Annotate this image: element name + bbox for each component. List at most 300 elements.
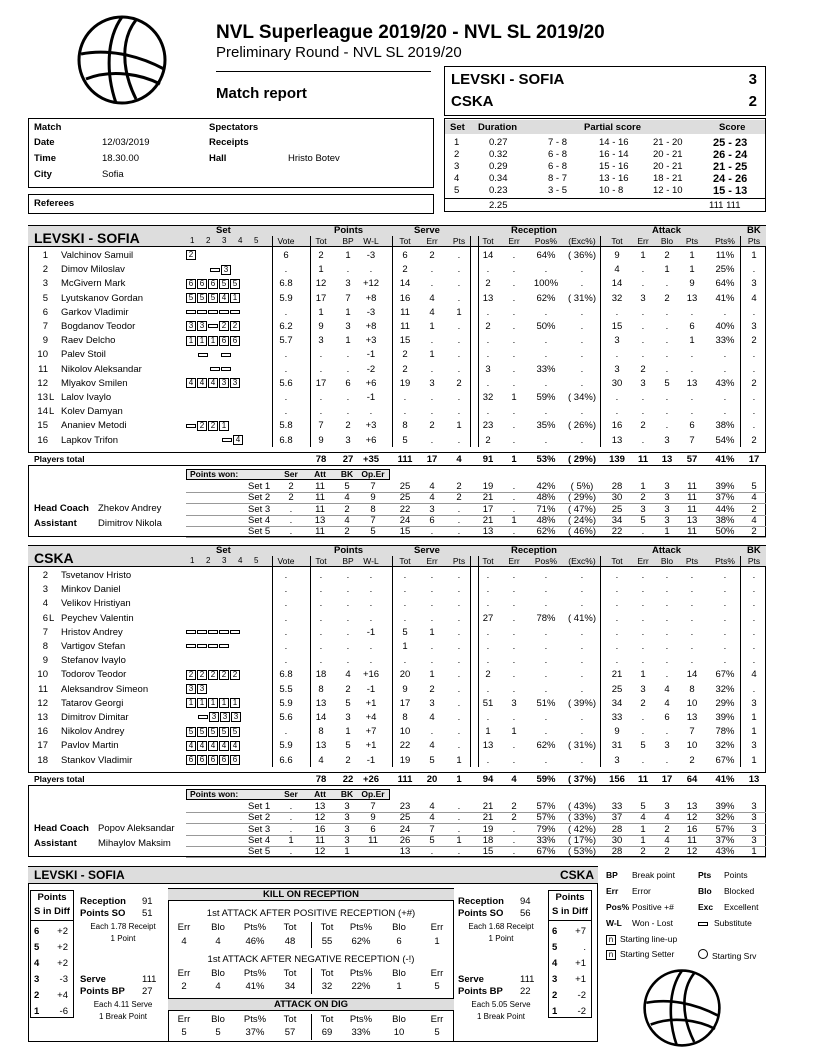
col-sub-header: Pts	[685, 556, 699, 566]
player-stat: 14	[315, 712, 327, 723]
player-stat: .	[457, 392, 461, 403]
player-stat: 5.6	[279, 377, 293, 389]
starting-position: 5	[230, 727, 240, 737]
starting-position: 6	[208, 279, 218, 289]
player-sets	[186, 250, 245, 261]
player-stat: .	[457, 349, 461, 361]
player-stat: .	[544, 335, 548, 347]
player-name: Bogdanov Teodor	[61, 321, 136, 332]
player-stat: .	[430, 278, 434, 290]
substitute-icon	[698, 922, 708, 926]
player-stat: +3	[365, 420, 377, 432]
player-stat: 3	[751, 278, 757, 290]
player-stat: .	[319, 406, 323, 418]
set-stat: 2	[664, 823, 670, 835]
player-stat: 67%	[715, 754, 735, 766]
set-row-label: Set 1	[248, 800, 271, 812]
set-stat: 4	[429, 492, 435, 504]
legend-key: Pts	[698, 870, 712, 880]
set-stat: .	[512, 480, 516, 492]
col-sub-header: Tot	[482, 236, 494, 246]
player-stat: .	[319, 570, 323, 581]
player-stat: 78%	[536, 612, 556, 624]
set-points-won: 7	[370, 480, 376, 492]
set-stat: 3	[640, 503, 646, 515]
player-stat: 4	[429, 740, 435, 752]
player-stat: .	[457, 264, 461, 276]
starting-position: 2	[230, 321, 240, 331]
player-stat: 6	[689, 321, 695, 332]
col-sub-header: Tot	[399, 556, 411, 566]
player-stat: .	[512, 683, 516, 695]
player-stat: 25%	[715, 264, 735, 276]
legend-text: Blocked	[724, 886, 755, 896]
player-stat: 27	[482, 612, 494, 624]
set-stat: 19	[482, 480, 494, 492]
player-number: 11	[38, 683, 48, 695]
starting-position: 4	[230, 741, 240, 751]
set-row-cell: 13 - 16	[599, 173, 629, 184]
player-sets	[186, 307, 241, 318]
set-stat: 21	[482, 812, 494, 824]
player-stat: 3	[345, 278, 351, 290]
player-stat: .	[430, 264, 434, 276]
starting-position: 3	[197, 684, 207, 694]
player-name: Ananiev Metodi	[61, 420, 127, 432]
set-stat: 62%	[536, 526, 556, 538]
player-stat: 2	[664, 250, 670, 261]
kill-value: 5	[215, 1027, 221, 1038]
player-sets	[186, 655, 246, 666]
sets-header-duration: Duration	[478, 122, 518, 133]
player-stat: 13	[686, 377, 698, 389]
kill-header: Blo	[211, 968, 225, 979]
total-stat: 59%	[536, 773, 556, 785]
player-stat: .	[346, 641, 350, 652]
player-stat: 6.8	[279, 278, 293, 290]
set-stat: 15	[399, 526, 411, 538]
points-won-header: Points won:	[190, 788, 239, 799]
set-stat: 12	[686, 846, 698, 858]
starting-position: 6	[186, 755, 196, 765]
kill-header: Blo	[392, 1014, 406, 1025]
substitute-mark	[197, 630, 207, 634]
substitute-mark	[186, 424, 196, 428]
set-stat: 3	[751, 800, 757, 812]
player-stat: .	[641, 306, 645, 318]
player-stat: .	[457, 669, 461, 681]
total-stat: 4	[456, 453, 462, 465]
player-stat: .	[430, 434, 434, 446]
player-stat: .	[457, 683, 461, 695]
player-stat: 5	[402, 626, 408, 638]
player-stat: 9	[614, 250, 620, 261]
substitute-mark	[219, 644, 229, 648]
starting-position: 4	[186, 741, 196, 751]
dig-title: ATTACK ON DIG	[273, 999, 349, 1010]
legend-key: Pos%	[606, 902, 630, 912]
serve-label: Serve	[458, 974, 484, 985]
starting-position: 4	[208, 741, 218, 751]
player-stat: .	[690, 584, 694, 596]
date-label: Date	[34, 137, 55, 148]
player-stat: +6	[365, 434, 377, 446]
player-stat: 59%	[536, 392, 556, 403]
player-stat: 19	[399, 377, 411, 389]
set-stat: 50%	[715, 526, 735, 538]
player-stat: .	[580, 641, 584, 652]
kill-value: 1	[434, 936, 440, 947]
player-stat: .	[457, 712, 461, 723]
starting-serve-icon	[698, 949, 708, 959]
player-stat: .	[641, 278, 645, 290]
player-sets	[186, 321, 241, 332]
player-stat: .	[512, 598, 516, 610]
player-name: Aleksandrov Simeon	[61, 683, 149, 695]
player-number: 6	[42, 306, 48, 318]
player-stat: .	[615, 641, 619, 652]
kill-header: Pts%	[349, 1014, 373, 1025]
player-stat: 6	[345, 377, 351, 389]
total-stat: 17	[748, 453, 760, 465]
player-stat: .	[665, 306, 669, 318]
player-stat: .	[284, 655, 288, 667]
player-stat: 32%	[715, 740, 735, 752]
set-stat: 5	[751, 480, 757, 492]
set-stat: 48%	[536, 492, 556, 504]
player-stat: .	[430, 584, 434, 596]
player-stat: 2	[402, 264, 408, 276]
player-stat: +7	[365, 726, 377, 738]
set-mark: 2	[206, 556, 211, 565]
player-stat: .	[580, 377, 584, 389]
player-stat: .	[430, 363, 434, 375]
set-stat: .	[512, 846, 516, 858]
set-row-cell: 25 - 23	[713, 137, 748, 149]
player-stat: .	[430, 641, 434, 652]
set-stat: 4	[429, 800, 435, 812]
player-stat: 14	[399, 278, 411, 290]
set-stat: .	[457, 503, 461, 515]
set-stat: 3	[664, 480, 670, 492]
player-stat: .	[752, 306, 756, 318]
rotation-number: 6	[34, 926, 40, 937]
set-row-cell: 10 - 8	[599, 185, 624, 196]
set-stat: 3	[664, 503, 670, 515]
set-mark: 3	[222, 556, 227, 565]
player-stat: .	[544, 669, 548, 681]
serve-value: 111	[520, 974, 535, 985]
serve-value: 111	[142, 974, 157, 985]
set-points-won: 12	[314, 846, 326, 858]
player-stat: .	[665, 612, 669, 624]
set-stat: 5	[640, 515, 646, 526]
player-sets	[186, 740, 241, 751]
player-name: Kolev Damyan	[61, 406, 123, 418]
player-stat: .	[665, 584, 669, 596]
set-points-won: 5	[370, 526, 376, 538]
kill-value: 57	[284, 1027, 296, 1038]
set-stat: 2	[664, 846, 670, 858]
player-stat: 10	[399, 726, 411, 738]
starting-position: 1	[230, 698, 240, 708]
player-stat: 6	[402, 250, 408, 261]
player-stat: -1	[366, 683, 376, 695]
total-score: 111 111	[709, 200, 741, 211]
player-stat: 13	[315, 740, 327, 752]
starting-position: 1	[208, 336, 218, 346]
player-stat: .	[723, 349, 727, 361]
player-stat: .	[512, 626, 516, 638]
player-stat: 3	[511, 697, 517, 709]
city-label: City	[34, 169, 52, 180]
player-stat: .	[430, 655, 434, 667]
each-serve: Each 5.05 Serve	[471, 1000, 531, 1009]
player-stat: .	[486, 683, 490, 695]
starting-position: 3	[209, 712, 219, 722]
set-points-won: .	[289, 526, 293, 538]
rotation-diff: -6	[59, 1006, 68, 1017]
set-stat: 1	[640, 823, 646, 835]
set-stat: 12	[686, 812, 698, 824]
set-stat: 4	[640, 812, 646, 824]
player-stat: .	[641, 726, 645, 738]
player-stat: 51	[482, 697, 494, 709]
player-stat: .	[752, 570, 756, 581]
starting-position: 2	[219, 321, 229, 331]
kill-header: Tot	[320, 1014, 334, 1025]
player-stat: .	[512, 754, 516, 766]
set-stat: .	[457, 812, 461, 824]
player-stat: +12	[362, 278, 380, 290]
points-won-header: Att	[314, 468, 326, 479]
player-stat: 11%	[715, 250, 735, 261]
player-stat: .	[752, 626, 756, 638]
sets-header-set: Set	[450, 122, 465, 133]
player-stat: .	[457, 641, 461, 652]
rotation-number: 5	[552, 942, 558, 953]
points-label: Points	[555, 892, 585, 903]
player-stat: .	[457, 584, 461, 596]
player-stat: 13	[482, 740, 494, 752]
player-stat: 33%	[536, 363, 556, 375]
player-stat: .	[665, 349, 669, 361]
player-stat: .	[665, 626, 669, 638]
player-sets	[186, 335, 241, 346]
player-stat: .	[284, 570, 288, 581]
player-stat: .	[457, 655, 461, 667]
player-stat: .	[486, 584, 490, 596]
player-number: 10	[37, 349, 48, 361]
col-sub-header: Tot	[611, 556, 623, 566]
set-stat: .	[457, 800, 461, 812]
referees-box	[28, 194, 434, 214]
starting-position: 4	[197, 378, 207, 388]
player-stat: 3	[614, 335, 620, 347]
kill-value: 69	[321, 1027, 333, 1038]
set-row-cell: 0.27	[489, 137, 508, 148]
player-stat: 8	[318, 726, 324, 738]
player-stat: 1	[456, 306, 462, 318]
one-break-point: 1 Break Point	[476, 1012, 526, 1021]
player-stat: 5	[429, 754, 435, 766]
total-stat: 41%	[715, 773, 735, 785]
player-number: 6	[42, 612, 48, 624]
player-stat: 8	[402, 420, 408, 432]
player-stat: .	[319, 363, 323, 375]
col-sub-header: (Exc%)	[568, 236, 596, 246]
starting-position: 1	[219, 421, 229, 431]
player-stat: .	[641, 321, 645, 332]
player-stat: .	[512, 712, 516, 723]
set-stat: 79%	[536, 823, 556, 835]
away-sets-won: 2	[748, 93, 757, 110]
rotation-diff: +2	[57, 958, 68, 969]
player-stat: .	[512, 420, 516, 432]
set-stat: 32%	[715, 812, 735, 824]
kill-value: 4	[215, 981, 221, 992]
player-stat: 10	[686, 740, 698, 752]
player-stat: 30	[611, 377, 623, 389]
player-stat: .	[430, 335, 434, 347]
set-stat: 13	[482, 526, 494, 538]
starting-position: 6	[208, 755, 218, 765]
set-row-cell: 0.29	[489, 161, 508, 172]
points-won-header: BK	[340, 468, 354, 479]
legend-item	[606, 902, 674, 912]
starting-position: 2	[186, 670, 196, 680]
player-stat: 1	[751, 726, 757, 738]
serve-label: Serve	[80, 974, 106, 985]
points-so-label: Points SO	[80, 908, 126, 919]
player-stat: .	[512, 612, 516, 624]
player-stat: 14	[611, 278, 623, 290]
city-value: Sofia	[102, 169, 124, 180]
points-so-value: 51	[142, 908, 153, 919]
player-stat: 3	[751, 697, 757, 709]
player-stat: .	[512, 278, 516, 290]
player-stat: .	[284, 598, 288, 610]
player-stat: .	[641, 612, 645, 624]
col-sub-header: BP	[342, 556, 354, 566]
substitute-mark	[222, 438, 232, 442]
summary-home: LEVSKI - SOFIA	[34, 868, 125, 882]
rotation-number: 4	[552, 958, 558, 969]
player-stat: 19	[399, 754, 411, 766]
player-stat: 8	[689, 683, 695, 695]
starting-position: 3	[221, 265, 231, 275]
starting-position: 4	[233, 435, 243, 445]
set-points-won: 1	[344, 846, 350, 858]
set-points-won: 2	[344, 503, 350, 515]
legend-text: Break point	[632, 870, 675, 880]
col-points: Points	[334, 545, 364, 556]
set-stat: .	[430, 846, 434, 858]
total-stat: 22	[342, 773, 354, 785]
kill-header: Pts%	[243, 922, 267, 933]
player-stat: 2	[751, 434, 757, 446]
player-stat: 3	[640, 292, 646, 304]
player-stat: .	[544, 655, 548, 667]
set-stat: 28	[611, 846, 623, 858]
player-stat: .	[319, 655, 323, 667]
player-stat: .	[512, 264, 516, 276]
col-sub-header: Err	[426, 556, 438, 566]
player-stat: .	[284, 349, 288, 361]
player-stat: 34	[611, 697, 623, 709]
set-stat: .	[512, 823, 516, 835]
player-stat: .	[346, 264, 350, 276]
col-sub-header: BP	[342, 236, 354, 246]
points-won-header: BK	[340, 788, 354, 799]
set-points-won: 3	[344, 823, 350, 835]
set-stat: ( 47%)	[568, 503, 596, 515]
player-sets	[186, 392, 246, 403]
player-number: 9	[42, 335, 48, 347]
player-stat: 6	[689, 420, 695, 432]
substitute-mark	[208, 324, 218, 328]
set-stat: 11	[687, 480, 697, 492]
total-stat: 11	[637, 773, 649, 785]
col-sub-header: Blo	[660, 236, 674, 246]
total-stat: 1	[456, 773, 462, 785]
set-stat: .	[641, 526, 645, 538]
set-points-won: 1	[288, 835, 294, 846]
player-stat: .	[580, 278, 584, 290]
set-row-cell: 1	[454, 137, 460, 148]
player-stat: 39%	[715, 712, 735, 723]
set-row-label: Set 5	[248, 846, 271, 858]
player-stat: 1	[511, 726, 517, 738]
starting-position: 1	[230, 293, 240, 303]
starting-position: 2	[186, 250, 196, 260]
player-name: McGivern Mark	[61, 278, 126, 290]
total-stat: 111	[397, 453, 413, 465]
starting-position: 6	[230, 755, 240, 765]
player-stat: .	[723, 612, 727, 624]
player-stat: .	[665, 598, 669, 610]
total-stat: 156	[609, 773, 625, 785]
col-sub-header: Blo	[660, 556, 674, 566]
player-stat: 10	[686, 697, 698, 709]
player-stat: .	[723, 598, 727, 610]
player-stat: 3	[614, 363, 620, 375]
player-stat: .	[544, 434, 548, 446]
set-row-cell: 24 - 26	[713, 173, 748, 185]
player-stat: 8	[402, 712, 408, 723]
starting-position: 2	[219, 670, 229, 680]
starting-position: 4	[208, 378, 218, 388]
substitute-mark	[186, 630, 196, 634]
col-set: Set	[216, 225, 231, 236]
col-sub-header: Tot	[315, 556, 327, 566]
time-label: Time	[34, 153, 57, 164]
player-stat: .	[690, 570, 694, 581]
player-number: 4	[42, 598, 48, 610]
legend-text: Won - Lost	[632, 918, 673, 928]
substitute-mark	[197, 310, 207, 314]
match-report-label: Match report	[216, 85, 307, 102]
player-stat: 6.2	[279, 321, 293, 332]
set-stat: 15	[482, 846, 494, 858]
total-stat: 13	[661, 453, 673, 465]
player-sets	[186, 698, 241, 709]
set-points-won: 11	[315, 503, 325, 515]
player-name: Tatarov Georgi	[61, 697, 124, 709]
col-points: Points	[334, 225, 364, 236]
player-stat: .	[580, 406, 584, 418]
set-row-cell: 12 - 10	[653, 185, 683, 196]
